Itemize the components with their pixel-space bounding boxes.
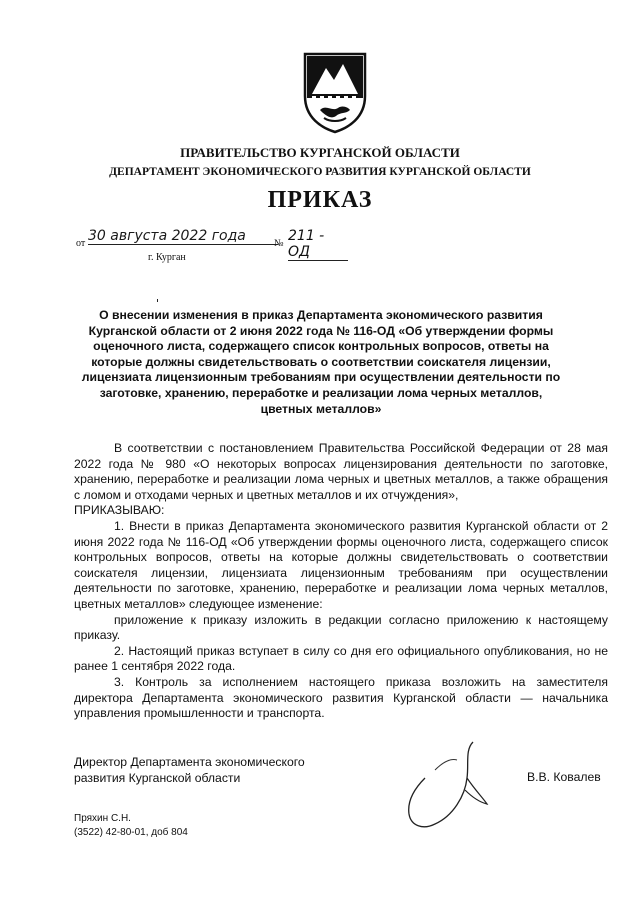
signer-position: [74, 755, 354, 786]
stray-mark: [157, 299, 158, 302]
document-city: г. Курган: [148, 252, 186, 263]
signer-position-line-1: Директор Департамента экономического: [74, 755, 305, 769]
item-1-sub-paragraph: приложение к приказу изложить в редакции согласно приложению к настоящему приказу.: [74, 612, 608, 643]
item-3-paragraph: 3. Контроль за исполнением настоящего приказа возложить на заместителя директора Департамента экономического развития Курганской области — начальника управления промышленности и транспорта.: [74, 674, 608, 721]
signer-name: В.В. Ковалев: [527, 770, 601, 784]
preamble-paragraph: В соответствии с постановлением Правительства Российской Федерации от 28 мая 2022 года № 980 «О некоторых вопросах лицензирования деятельности по заготовке, хранению, переработке и реализации лома черных и цветных металлов, а также обращения с ломом и отходами черных и цветных металлов и их отчуждения»,: [74, 441, 608, 502]
document-number: 211 - ОД: [288, 228, 348, 261]
executor-name: Пряхин С.Н.: [74, 813, 131, 824]
document-type-title: ПРИКАЗ: [267, 187, 373, 213]
document-subject: О внесении изменения в приказ Департамента экономического развития Курганской области от 2 июня 2022 года № 116-ОД «Об утверждении формы оценочного листа, содержащего список контрольных вопросов, ответы на которые должны свидетельствовать о соответствии соискателя лицензии, лицензиата лицензионным требованиям при осуществлении деятельности по заготовке, хранению, переработке и реализации лома черных металлов, цветных металлов»: [81, 308, 561, 416]
executor-contact: [74, 812, 274, 840]
org-government: ПРАВИТЕЛЬСТВО КУРГАНСКОЙ ОБЛАСТИ: [180, 145, 460, 160]
number-label: №: [274, 238, 284, 249]
order-word: ПРИКАЗЫВАЮ:: [74, 503, 165, 518]
date-label: от: [76, 238, 86, 249]
item-1-paragraph: 1. Внести в приказ Департамента экономического развития Курганской области от 2 июня 2022 года № 116-ОД «Об утверждении формы оценочного листа, содержащего список контрольных вопросов, ответы на которые должны свидетельствовать о соответствии соискателя лицензии, лицензиата лицензионным требованиям при осуществлении деятельности по заготовке, хранению, переработке и реализации лома черных металлов, цветных металлов» следующее изменение:: [74, 518, 608, 611]
document-date: 30 августа 2022 года: [88, 228, 278, 245]
org-department: ДЕПАРТАМЕНТ ЭКОНОМИЧЕСКОГО РАЗВИТИЯ КУРГАНСКОЙ ОБЛАСТИ: [109, 166, 531, 178]
item-2-paragraph: 2. Настоящий приказ вступает в силу со дня его официального опубликования, но не ранее 1 сентября 2022 года.: [74, 643, 608, 674]
document-body: [74, 441, 608, 722]
kurgan-coat-of-arms-icon: [302, 52, 368, 134]
signer-position-line-2: развития Курганской области: [74, 770, 241, 785]
document-meta: [76, 228, 376, 266]
handwritten-signature: [395, 738, 490, 834]
executor-phone: (3522) 42-80-01, доб 804: [74, 827, 188, 838]
